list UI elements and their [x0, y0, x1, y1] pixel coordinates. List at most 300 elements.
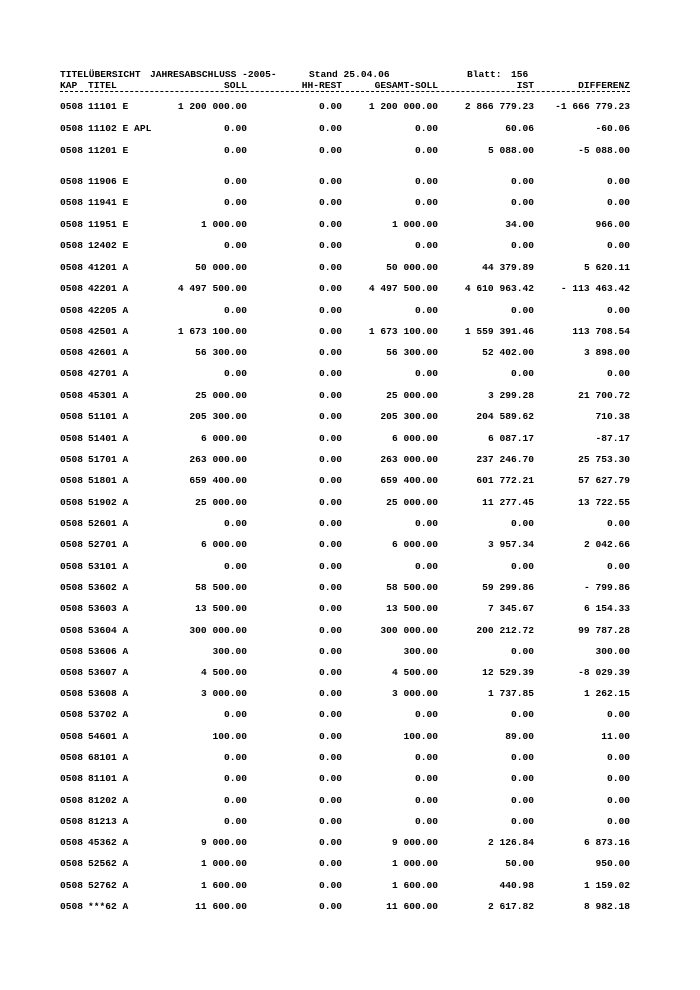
table-row — [0, 773, 700, 785]
cell-ist: 1 559 391.46 — [464, 326, 534, 337]
cell-differenz: 0.00 — [606, 518, 630, 529]
table-row — [0, 539, 700, 551]
table-row — [0, 901, 700, 913]
table-row — [0, 858, 700, 870]
cell-soll: 0.00 — [223, 518, 247, 529]
cell-soll: 25 000.00 — [195, 390, 247, 401]
cell-gesamt-soll: 25 000.00 — [386, 390, 438, 401]
cell-soll: 263 000.00 — [189, 454, 247, 465]
table-row — [0, 368, 700, 380]
cell-kap: 0508 — [60, 305, 84, 316]
cell-kap: 0508 — [60, 411, 84, 422]
cell-kap: 0508 — [60, 837, 84, 848]
cell-soll: 659 400.00 — [189, 475, 247, 486]
cell-titel: 54601 A — [88, 731, 129, 742]
cell-hh-rest: 0.00 — [318, 816, 342, 827]
cell-titel: 52701 A — [88, 539, 129, 550]
cell-hh-rest: 0.00 — [318, 197, 342, 208]
column-header-gesamt-soll: GESAMT-SOLL — [374, 80, 438, 91]
cell-titel: 11941 E — [88, 197, 129, 208]
cell-kap: 0508 — [60, 880, 84, 891]
cell-gesamt-soll: 11 600.00 — [386, 901, 438, 912]
cell-kap: 0508 — [60, 709, 84, 720]
cell-soll: 1 200 000.00 — [177, 101, 247, 112]
cell-titel: 11201 E — [88, 145, 129, 156]
table-row — [0, 433, 700, 445]
cell-soll: 1 673 100.00 — [177, 326, 247, 337]
cell-kap: 0508 — [60, 197, 84, 208]
cell-titel: 52562 A — [88, 858, 129, 869]
cell-gesamt-soll: 0.00 — [414, 518, 438, 529]
cell-kap: 0508 — [60, 518, 84, 529]
cell-titel: 53702 A — [88, 709, 129, 720]
table-row — [0, 145, 700, 157]
cell-soll: 3 000.00 — [200, 688, 247, 699]
cell-titel: 53604 A — [88, 625, 129, 636]
cell-titel: 42701 A — [88, 368, 129, 379]
cell-kap: 0508 — [60, 539, 84, 550]
cell-gesamt-soll: 1 673 100.00 — [368, 326, 438, 337]
column-header-soll: SOLL — [223, 80, 247, 91]
sheet-label: Blatt: — [467, 69, 502, 80]
cell-ist: 0.00 — [510, 646, 534, 657]
cell-soll: 300.00 — [212, 646, 247, 657]
cell-ist: 59 299.86 — [482, 582, 534, 593]
cell-ist: 50.00 — [505, 858, 534, 869]
cell-soll: 50 000.00 — [195, 262, 247, 273]
cell-soll: 0.00 — [223, 145, 247, 156]
cell-ist: 0.00 — [510, 561, 534, 572]
cell-hh-rest: 0.00 — [318, 518, 342, 529]
cell-kap: 0508 — [60, 176, 84, 187]
cell-differenz: 0.00 — [606, 305, 630, 316]
cell-ist: 237 246.70 — [476, 454, 534, 465]
cell-ist: 0.00 — [510, 518, 534, 529]
cell-hh-rest: 0.00 — [318, 667, 342, 678]
table-row — [0, 197, 700, 209]
cell-differenz: 6 873.16 — [583, 837, 630, 848]
cell-ist: 0.00 — [510, 795, 534, 806]
cell-gesamt-soll: 50 000.00 — [386, 262, 438, 273]
cell-hh-rest: 0.00 — [318, 145, 342, 156]
table-row — [0, 475, 700, 487]
cell-differenz: 300.00 — [595, 646, 630, 657]
cell-ist: 52 402.00 — [482, 347, 534, 358]
cell-gesamt-soll: 0.00 — [414, 176, 438, 187]
cell-kap: 0508 — [60, 262, 84, 273]
column-header-ist: IST — [516, 80, 534, 91]
cell-differenz: 6 154.33 — [583, 603, 630, 614]
cell-soll: 56 300.00 — [195, 347, 247, 358]
cell-differenz: 0.00 — [606, 176, 630, 187]
cell-titel: 51701 A — [88, 454, 129, 465]
cell-kap: 0508 — [60, 795, 84, 806]
cell-gesamt-soll: 1 000.00 — [391, 858, 438, 869]
cell-kap: 0508 — [60, 603, 84, 614]
cell-titel: 42501 A — [88, 326, 129, 337]
cell-kap: 0508 — [60, 773, 84, 784]
cell-soll: 4 497 500.00 — [177, 283, 247, 294]
cell-ist: 0.00 — [510, 368, 534, 379]
cell-ist: 200 212.72 — [476, 625, 534, 636]
cell-titel: 53101 A — [88, 561, 129, 572]
cell-differenz: 11.00 — [601, 731, 630, 742]
cell-soll: 1 000.00 — [200, 219, 247, 230]
cell-differenz: 0.00 — [606, 368, 630, 379]
cell-ist: 34.00 — [505, 219, 534, 230]
table-row — [0, 646, 700, 658]
cell-titel: 53607 A — [88, 667, 129, 678]
cell-kap: 0508 — [60, 433, 84, 444]
cell-soll: 4 500.00 — [200, 667, 247, 678]
cell-hh-rest: 0.00 — [318, 101, 342, 112]
cell-ist: 1 737.85 — [487, 688, 534, 699]
cell-kap: 0508 — [60, 561, 84, 572]
cell-titel: 51401 A — [88, 433, 129, 444]
column-header-titel: TITEL — [88, 80, 117, 91]
cell-gesamt-soll: 0.00 — [414, 123, 438, 134]
cell-titel: 68101 A — [88, 752, 129, 763]
cell-ist: 5 088.00 — [487, 145, 534, 156]
cell-soll: 0.00 — [223, 197, 247, 208]
cell-differenz: 5 620.11 — [583, 262, 630, 273]
cell-hh-rest: 0.00 — [318, 262, 342, 273]
table-row — [0, 305, 700, 317]
cell-hh-rest: 0.00 — [318, 176, 342, 187]
table-row — [0, 326, 700, 338]
report-subtitle: JAHRESABSCHLUSS -2005- — [150, 69, 277, 80]
column-header-differenz: DIFFERENZ — [578, 80, 630, 91]
cell-gesamt-soll: 0.00 — [414, 816, 438, 827]
cell-gesamt-soll: 0.00 — [414, 752, 438, 763]
table-row — [0, 688, 700, 700]
cell-titel: ***62 A — [88, 901, 129, 912]
cell-hh-rest: 0.00 — [318, 497, 342, 508]
cell-differenz: 966.00 — [595, 219, 630, 230]
cell-titel: 11951 E — [88, 219, 129, 230]
cell-titel: 51101 A — [88, 411, 129, 422]
cell-hh-rest: 0.00 — [318, 901, 342, 912]
cell-kap: 0508 — [60, 667, 84, 678]
cell-hh-rest: 0.00 — [318, 240, 342, 251]
cell-soll: 0.00 — [223, 795, 247, 806]
cell-differenz: 0.00 — [606, 752, 630, 763]
table-row — [0, 582, 700, 594]
cell-differenz: 0.00 — [606, 240, 630, 251]
cell-gesamt-soll: 13 500.00 — [386, 603, 438, 614]
cell-differenz: -87.17 — [595, 433, 630, 444]
table-row — [0, 837, 700, 849]
table-row — [0, 347, 700, 359]
cell-differenz: 0.00 — [606, 773, 630, 784]
cell-kap: 0508 — [60, 497, 84, 508]
cell-ist: 440.98 — [499, 880, 534, 891]
cell-hh-rest: 0.00 — [318, 773, 342, 784]
cell-soll: 300 000.00 — [189, 625, 247, 636]
cell-ist: 0.00 — [510, 773, 534, 784]
cell-gesamt-soll: 263 000.00 — [380, 454, 438, 465]
cell-hh-rest: 0.00 — [318, 368, 342, 379]
cell-kap: 0508 — [60, 283, 84, 294]
cell-kap: 0508 — [60, 123, 84, 134]
cell-kap: 0508 — [60, 475, 84, 486]
cell-titel: 81202 A — [88, 795, 129, 806]
column-header-kap: KAP — [60, 80, 78, 91]
table-row — [0, 390, 700, 402]
cell-hh-rest: 0.00 — [318, 688, 342, 699]
cell-hh-rest: 0.00 — [318, 858, 342, 869]
cell-differenz: 0.00 — [606, 795, 630, 806]
table-row — [0, 816, 700, 828]
cell-hh-rest: 0.00 — [318, 561, 342, 572]
cell-ist: 2 866 779.23 — [464, 101, 534, 112]
cell-gesamt-soll: 3 000.00 — [391, 688, 438, 699]
cell-gesamt-soll: 205 300.00 — [380, 411, 438, 422]
cell-soll: 6 000.00 — [200, 433, 247, 444]
cell-ist: 0.00 — [510, 816, 534, 827]
cell-ist: 4 610 963.42 — [464, 283, 534, 294]
cell-titel: 53608 A — [88, 688, 129, 699]
cell-differenz: 0.00 — [606, 197, 630, 208]
cell-ist: 0.00 — [510, 305, 534, 316]
cell-ist: 7 345.67 — [487, 603, 534, 614]
cell-gesamt-soll: 0.00 — [414, 240, 438, 251]
cell-hh-rest: 0.00 — [318, 709, 342, 720]
cell-soll: 0.00 — [223, 123, 247, 134]
cell-ist: 3 299.28 — [487, 390, 534, 401]
cell-differenz: 99 787.28 — [578, 625, 630, 636]
cell-hh-rest: 0.00 — [318, 731, 342, 742]
cell-gesamt-soll: 0.00 — [414, 305, 438, 316]
cell-titel: 52762 A — [88, 880, 129, 891]
cell-gesamt-soll: 0.00 — [414, 368, 438, 379]
table-row — [0, 603, 700, 615]
table-row — [0, 795, 700, 807]
cell-kap: 0508 — [60, 219, 84, 230]
cell-gesamt-soll: 25 000.00 — [386, 497, 438, 508]
cell-gesamt-soll: 1 200 000.00 — [368, 101, 438, 112]
cell-hh-rest: 0.00 — [318, 625, 342, 636]
cell-hh-rest: 0.00 — [318, 326, 342, 337]
report-date: Stand 25.04.06 — [309, 69, 390, 80]
cell-gesamt-soll: 6 000.00 — [391, 539, 438, 550]
cell-ist: 204 589.62 — [476, 411, 534, 422]
cell-hh-rest: 0.00 — [318, 646, 342, 657]
cell-titel: 53606 A — [88, 646, 129, 657]
table-row — [0, 219, 700, 231]
cell-differenz: -60.06 — [595, 123, 630, 134]
cell-hh-rest: 0.00 — [318, 880, 342, 891]
cell-kap: 0508 — [60, 326, 84, 337]
table-row — [0, 731, 700, 743]
cell-gesamt-soll: 659 400.00 — [380, 475, 438, 486]
cell-soll: 0.00 — [223, 773, 247, 784]
cell-titel: 51801 A — [88, 475, 129, 486]
cell-differenz: 2 042.66 — [583, 539, 630, 550]
cell-hh-rest: 0.00 — [318, 539, 342, 550]
cell-ist: 2 617.82 — [487, 901, 534, 912]
table-row — [0, 667, 700, 679]
table-row — [0, 709, 700, 721]
cell-titel: 53603 A — [88, 603, 129, 614]
cell-ist: 0.00 — [510, 240, 534, 251]
cell-hh-rest: 0.00 — [318, 582, 342, 593]
cell-gesamt-soll: 0.00 — [414, 795, 438, 806]
cell-soll: 25 000.00 — [195, 497, 247, 508]
cell-soll: 0.00 — [223, 240, 247, 251]
cell-soll: 0.00 — [223, 561, 247, 572]
cell-soll: 0.00 — [223, 709, 247, 720]
cell-ist: 11 277.45 — [482, 497, 534, 508]
cell-ist: 0.00 — [510, 752, 534, 763]
cell-gesamt-soll: 300.00 — [403, 646, 438, 657]
cell-gesamt-soll: 9 000.00 — [391, 837, 438, 848]
cell-hh-rest: 0.00 — [318, 347, 342, 358]
cell-soll: 1 600.00 — [200, 880, 247, 891]
cell-hh-rest: 0.00 — [318, 433, 342, 444]
cell-titel: 81101 A — [88, 773, 129, 784]
cell-titel: 52601 A — [88, 518, 129, 529]
cell-soll: 11 600.00 — [195, 901, 247, 912]
cell-titel: 41201 A — [88, 262, 129, 273]
cell-kap: 0508 — [60, 816, 84, 827]
cell-gesamt-soll: 6 000.00 — [391, 433, 438, 444]
cell-hh-rest: 0.00 — [318, 411, 342, 422]
cell-gesamt-soll: 0.00 — [414, 145, 438, 156]
cell-ist: 12 529.39 — [482, 667, 534, 678]
cell-titel: 45301 A — [88, 390, 129, 401]
cell-differenz: 1 262.15 — [583, 688, 630, 699]
cell-differenz: 1 159.02 — [583, 880, 630, 891]
cell-hh-rest: 0.00 — [318, 219, 342, 230]
cell-titel: 53602 A — [88, 582, 129, 593]
cell-soll: 0.00 — [223, 368, 247, 379]
cell-gesamt-soll: 56 300.00 — [386, 347, 438, 358]
cell-hh-rest: 0.00 — [318, 603, 342, 614]
cell-soll: 58 500.00 — [195, 582, 247, 593]
cell-differenz: 13 722.55 — [578, 497, 630, 508]
cell-differenz: 3 898.00 — [583, 347, 630, 358]
cell-soll: 0.00 — [223, 816, 247, 827]
table-row — [0, 101, 700, 113]
cell-gesamt-soll: 0.00 — [414, 561, 438, 572]
table-row — [0, 518, 700, 530]
cell-gesamt-soll: 4 500.00 — [391, 667, 438, 678]
cell-kap: 0508 — [60, 145, 84, 156]
cell-kap: 0508 — [60, 368, 84, 379]
cell-ist: 44 379.89 — [482, 262, 534, 273]
cell-hh-rest: 0.00 — [318, 795, 342, 806]
cell-titel: 12402 E — [88, 240, 129, 251]
cell-differenz: 25 753.30 — [578, 454, 630, 465]
cell-kap: 0508 — [60, 347, 84, 358]
cell-hh-rest: 0.00 — [318, 283, 342, 294]
cell-soll: 205 300.00 — [189, 411, 247, 422]
cell-soll: 9 000.00 — [200, 837, 247, 848]
cell-soll: 6 000.00 — [200, 539, 247, 550]
cell-differenz: 113 708.54 — [572, 326, 630, 337]
cell-gesamt-soll: 300 000.00 — [380, 625, 438, 636]
cell-gesamt-soll: 0.00 — [414, 197, 438, 208]
cell-differenz: 0.00 — [606, 816, 630, 827]
cell-titel: 42601 A — [88, 347, 129, 358]
cell-ist: 0.00 — [510, 176, 534, 187]
cell-soll: 13 500.00 — [195, 603, 247, 614]
cell-soll: 0.00 — [223, 752, 247, 763]
cell-ist: 2 126.84 — [487, 837, 534, 848]
cell-hh-rest: 0.00 — [318, 123, 342, 134]
cell-gesamt-soll: 1 600.00 — [391, 880, 438, 891]
sheet-number: 156 — [511, 69, 529, 80]
cell-kap: 0508 — [60, 101, 84, 112]
table-row — [0, 123, 700, 135]
cell-differenz: 57 627.79 — [578, 475, 630, 486]
table-row — [0, 176, 700, 188]
column-header-hh-rest: HH-REST — [301, 80, 342, 91]
cell-differenz: 8 982.18 — [583, 901, 630, 912]
cell-soll: 0.00 — [223, 176, 247, 187]
cell-hh-rest: 0.00 — [318, 475, 342, 486]
cell-gesamt-soll: 1 000.00 — [391, 219, 438, 230]
cell-differenz: 0.00 — [606, 561, 630, 572]
table-row — [0, 240, 700, 252]
cell-titel: 11906 E — [88, 176, 129, 187]
cell-differenz: -1 666 779.23 — [555, 101, 630, 112]
table-row — [0, 262, 700, 274]
cell-kap: 0508 — [60, 390, 84, 401]
cell-titel: 11102 E APL — [88, 123, 152, 134]
cell-hh-rest: 0.00 — [318, 390, 342, 401]
cell-kap: 0508 — [60, 731, 84, 742]
cell-kap: 0508 — [60, 582, 84, 593]
cell-gesamt-soll: 4 497 500.00 — [368, 283, 438, 294]
cell-gesamt-soll: 100.00 — [403, 731, 438, 742]
cell-soll: 0.00 — [223, 305, 247, 316]
table-row — [0, 411, 700, 423]
cell-hh-rest: 0.00 — [318, 837, 342, 848]
table-row — [0, 454, 700, 466]
cell-differenz: 950.00 — [595, 858, 630, 869]
cell-ist: 3 957.34 — [487, 539, 534, 550]
cell-kap: 0508 — [60, 454, 84, 465]
cell-soll: 1 000.00 — [200, 858, 247, 869]
cell-titel: 45362 A — [88, 837, 129, 848]
cell-gesamt-soll: 0.00 — [414, 709, 438, 720]
cell-soll: 100.00 — [212, 731, 247, 742]
cell-kap: 0508 — [60, 752, 84, 763]
cell-differenz: 0.00 — [606, 709, 630, 720]
cell-titel: 42201 A — [88, 283, 129, 294]
header-divider — [60, 91, 630, 92]
cell-gesamt-soll: 58 500.00 — [386, 582, 438, 593]
cell-kap: 0508 — [60, 901, 84, 912]
cell-hh-rest: 0.00 — [318, 752, 342, 763]
cell-differenz: - 799.86 — [583, 582, 630, 593]
table-row — [0, 561, 700, 573]
report-title: TITELÜBERSICHT — [60, 69, 141, 80]
cell-ist: 6 087.17 — [487, 433, 534, 444]
cell-differenz: - 113 463.42 — [560, 283, 630, 294]
cell-hh-rest: 0.00 — [318, 454, 342, 465]
cell-titel: 51902 A — [88, 497, 129, 508]
cell-differenz: 710.38 — [595, 411, 630, 422]
table-row — [0, 880, 700, 892]
cell-differenz: 21 700.72 — [578, 390, 630, 401]
cell-kap: 0508 — [60, 858, 84, 869]
cell-differenz: -8 029.39 — [578, 667, 630, 678]
cell-ist: 0.00 — [510, 709, 534, 720]
cell-differenz: -5 088.00 — [578, 145, 630, 156]
